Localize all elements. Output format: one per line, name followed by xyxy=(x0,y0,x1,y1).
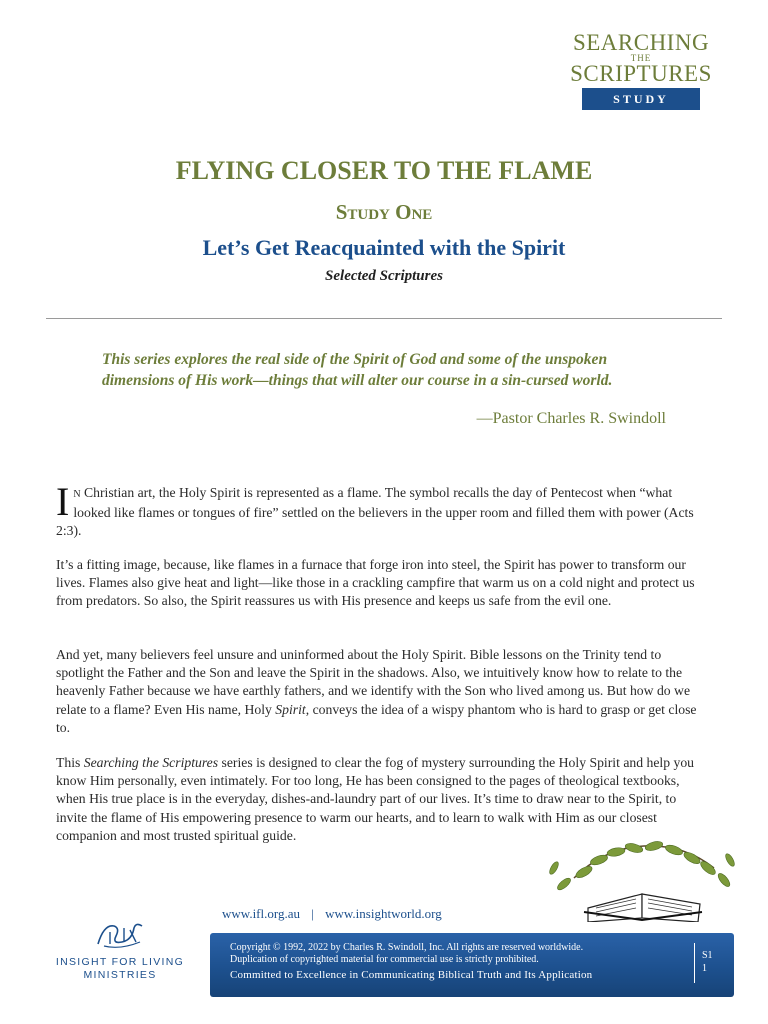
paragraph-4-text-a: This xyxy=(56,755,84,770)
logo-word-the: THE xyxy=(630,53,652,63)
duplication-line: Duplication of copyrighted material for commercial use is strictly prohibited. xyxy=(230,954,539,965)
ifl-name-line1: INSIGHT FOR LIVING xyxy=(55,956,185,968)
body-paragraph-3 xyxy=(56,646,712,737)
study-number: Study One xyxy=(335,200,433,224)
page-marker xyxy=(702,949,713,975)
paragraph-4-text-b: series is designed to clear the fog of mystery surrounding the Holy Spirit and help you know Him personally, even intimately. For too long, He has been consigned to the pages of theological textbooks, when His true place is in the everyday, dishes-and-laundry part of our lives. It’s time to draw near to the Spirit, to invite the flame of His empowering presence to warm our hearts, and to learn to walk with Him as our closest companion and most trusted spiritual guide. xyxy=(56,755,695,843)
book-icon xyxy=(584,894,702,922)
copyright-line: Copyright © 1992, 2022 by Charles R. Swindoll, Inc. All rights are reserved worldwide. xyxy=(230,942,584,953)
footer-divider xyxy=(694,943,695,983)
logo-study-bar: STUDY xyxy=(582,88,700,110)
footer-copyright-block xyxy=(230,942,690,981)
body-paragraph-1 xyxy=(56,479,712,541)
ifl-name-line2: MINISTRIES xyxy=(83,969,157,981)
body-paragraph-4 xyxy=(56,754,706,845)
paragraph-4-emphasis: Searching the Scriptures xyxy=(83,755,219,770)
website-links xyxy=(222,906,450,922)
paragraph-3-text-a: And yet, many believers feel unsure and uninformed about the Holy Spirit. Bible lessons on the Trinity tend to spotlight the Father and the Son and leave the Spirit in the shadows. Also, we intuitively know how to relate to the heavenly Father because we have earthly fathers, and we identify with the Son who lived among us. But how do we relate to a flame? Even His name, Holy xyxy=(56,647,691,717)
lesson-title: Let’s Get Reacquainted with the Spirit xyxy=(202,235,566,260)
footer-bar xyxy=(210,933,734,997)
intro-quote: This series explores the real side of the Spirit of God and some of the unspoken dimensions of His work—things that will alter our course in a sin-cursed world. xyxy=(102,351,613,389)
drop-cap: I xyxy=(56,479,70,524)
body-paragraph-2: It’s a fitting image, because, like flames in a furnace that forge iron into steel, the Spirit has power to transform our lives. Flames also give heat and light—like those in a crackling campfire that warm us on a cold night and protect us from predators. So also, the Spirit reassures us with His presence and keeps us safe from the evil one. xyxy=(56,557,695,609)
paragraph-3-text-b: , conveys the idea of a wispy phantom who is hard to grasp or get close to. xyxy=(56,701,697,735)
olive-branch-icon xyxy=(548,840,736,892)
ifl-logo xyxy=(50,918,190,982)
paragraph-1-text: Christian art, the Holy Spirit is represented as a flame. The symbol recalls the day of Pentecost when “what looked like flames or tongues of fire” settled on the believers in the upper room and filled them with power (Acts 2:3). xyxy=(56,485,694,539)
website-link-insightworld[interactable]: www.insightworld.org xyxy=(325,906,442,921)
logo-word-searching: SEARCHING xyxy=(572,30,710,55)
scripture-reference: Selected Scriptures xyxy=(325,268,443,284)
divider-rule xyxy=(46,318,722,319)
quote-attribution: —Pastor Charles R. Swindoll xyxy=(476,410,666,427)
open-bible-illustration xyxy=(544,838,740,922)
page-code: S1 xyxy=(702,950,713,961)
ifl-monogram-icon xyxy=(90,918,150,952)
website-link-ifl[interactable]: www.ifl.org.au xyxy=(222,906,300,921)
tagline: Committed to Excellence in Communicating Biblical Truth and Its Application xyxy=(230,969,593,981)
series-title: FLYING CLOSER TO THE FLAME xyxy=(175,156,593,185)
link-separator: | xyxy=(311,906,314,921)
paragraph-3-emphasis: Spirit xyxy=(275,701,306,717)
page-number: 1 xyxy=(702,963,707,974)
series-logo xyxy=(566,32,716,110)
drop-cap-continuation: N xyxy=(73,489,81,500)
logo-word-scriptures: SCRIPTURES xyxy=(570,61,712,86)
